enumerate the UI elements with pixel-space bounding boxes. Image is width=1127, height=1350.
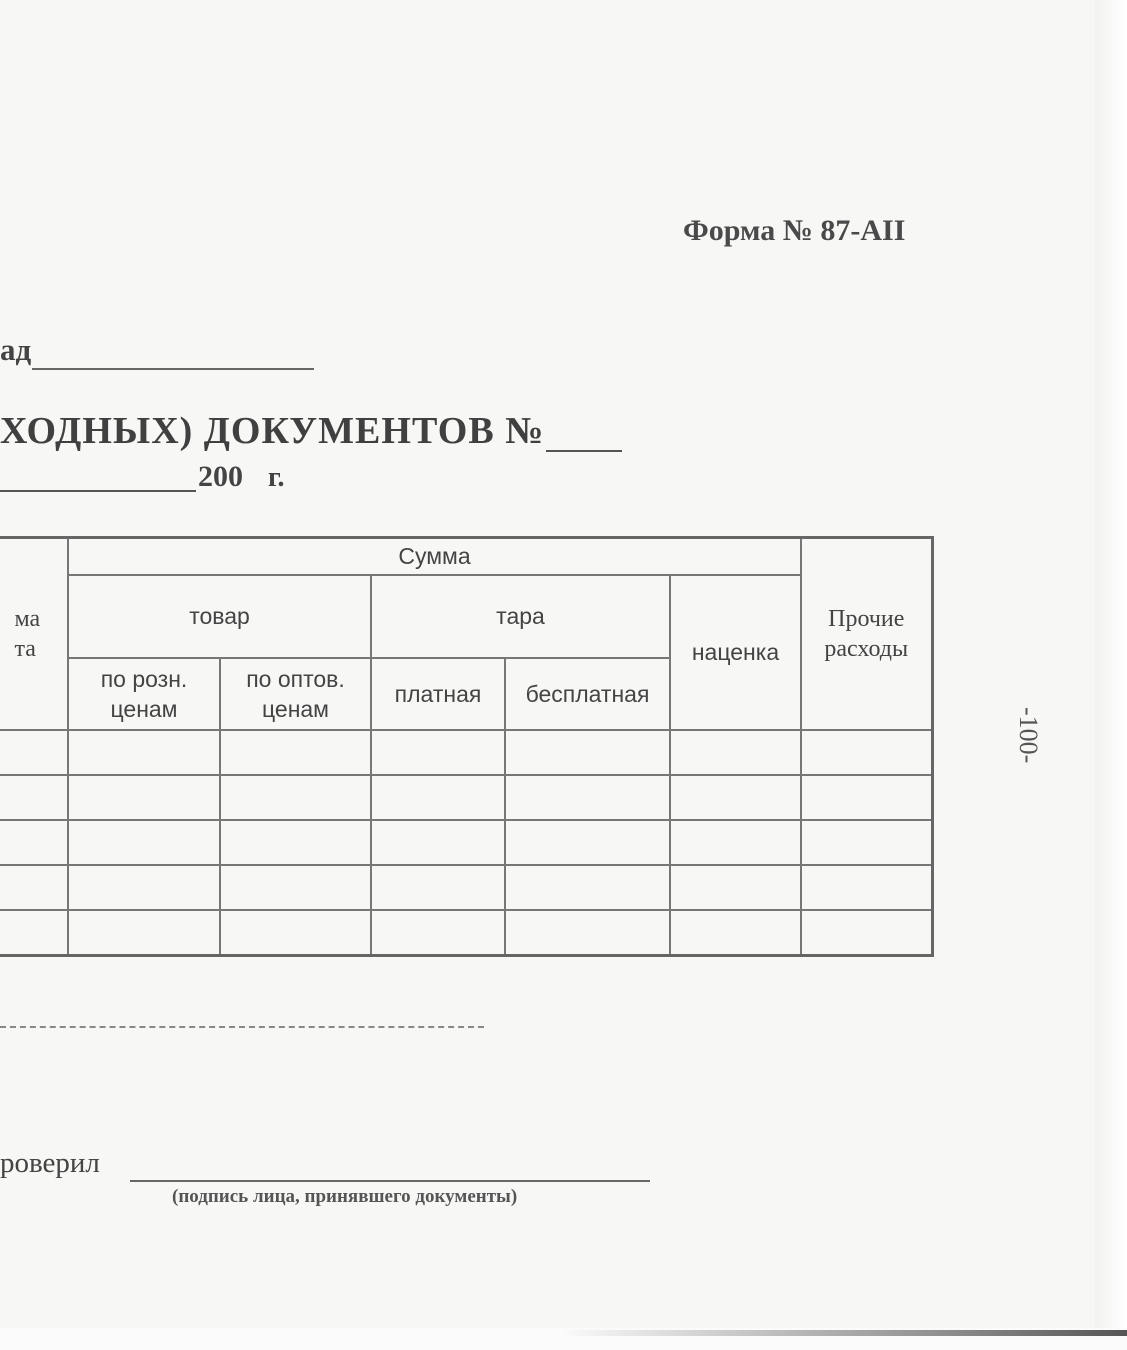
markup-header: наценка — [670, 575, 801, 730]
table-cell — [801, 910, 932, 956]
table-cell — [220, 910, 371, 956]
table-cell — [505, 730, 670, 775]
warehouse-label: ад — [0, 332, 32, 367]
sum-header: Сумма — [68, 538, 801, 575]
table-cell — [220, 865, 371, 910]
table-cell — [0, 730, 68, 775]
table-row — [0, 820, 932, 865]
document-title: ХОДНЫХ) ДОКУМЕНТОВ № — [0, 410, 545, 452]
signature-fill-line — [130, 1180, 650, 1182]
goods-header: товар — [68, 575, 371, 658]
date-year: 200 — [198, 460, 243, 493]
retail-prices-header: по розн. ценам — [68, 658, 220, 730]
page-edge-bottom — [0, 1328, 1127, 1350]
table-cell — [0, 910, 68, 956]
signature-caption: (подпись лица, принявшего документы) — [172, 1186, 518, 1207]
table-cell — [505, 820, 670, 865]
table-cell — [670, 910, 801, 956]
table-cell — [371, 730, 505, 775]
table-body — [0, 730, 932, 956]
table-cell — [0, 820, 68, 865]
table-cell — [670, 730, 801, 775]
table-cell — [0, 865, 68, 910]
table-cell — [68, 730, 220, 775]
date-year-suffix: г. — [268, 462, 285, 493]
table-row — [0, 775, 932, 820]
table-cell — [505, 910, 670, 956]
table-row — [0, 910, 932, 956]
table-cell — [801, 730, 932, 775]
free-tare-header: бесплатная — [505, 658, 670, 730]
tare-header: тара — [371, 575, 670, 658]
table-cell — [371, 820, 505, 865]
paid-tare-header: платная — [371, 658, 505, 730]
warehouse-fill-line — [32, 368, 314, 370]
left-truncated-column-header: ма та — [0, 538, 68, 730]
document-number-fill-line — [546, 450, 622, 452]
checked-by-label: роверил — [0, 1147, 100, 1179]
table-cell — [670, 775, 801, 820]
wholesale-prices-header: по оптов. ценам — [220, 658, 371, 730]
table-cell — [371, 865, 505, 910]
table-cell — [68, 865, 220, 910]
date-fill-line — [0, 490, 196, 492]
table-cell — [220, 775, 371, 820]
form-number: Форма № 87-АII — [683, 214, 906, 247]
table-cell — [220, 730, 371, 775]
table-cell — [0, 775, 68, 820]
table-cell — [371, 775, 505, 820]
table-cell — [371, 910, 505, 956]
other-expenses-header: Прочие расходы — [801, 538, 932, 730]
table-cell — [68, 820, 220, 865]
table-cell — [801, 820, 932, 865]
page-edge-right — [1095, 0, 1127, 1350]
table-row — [0, 730, 932, 775]
table-cell — [801, 775, 932, 820]
table-row — [0, 865, 932, 910]
table-cell — [68, 910, 220, 956]
table-cell — [68, 775, 220, 820]
table-cell — [670, 820, 801, 865]
table-cell — [670, 865, 801, 910]
table-cell — [801, 865, 932, 910]
table-cell — [505, 865, 670, 910]
register-table — [0, 536, 934, 957]
table-cell — [220, 820, 371, 865]
table-cell — [505, 775, 670, 820]
page-number: -100- — [1014, 706, 1043, 764]
dashed-fill-line — [0, 1026, 484, 1028]
